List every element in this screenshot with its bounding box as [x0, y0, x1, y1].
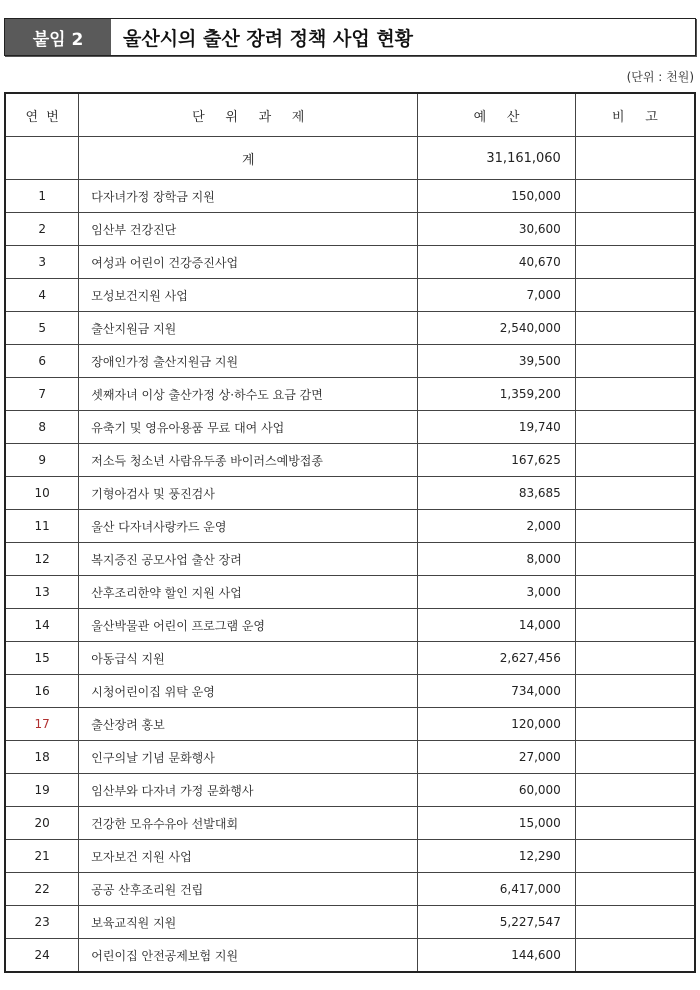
row-task: 출산지원금 지원 — [79, 312, 418, 345]
row-note — [575, 279, 695, 312]
row-budget: 19,740 — [418, 411, 576, 444]
table-row — [5, 609, 695, 642]
budget-table — [4, 92, 696, 973]
table-row — [5, 312, 695, 345]
table-row — [5, 246, 695, 279]
row-task: 출산장려 홍보 — [79, 708, 418, 741]
row-task: 공공 산후조리원 건립 — [79, 873, 418, 906]
table-row — [5, 444, 695, 477]
row-task: 임산부 건강진단 — [79, 213, 418, 246]
row-number: 19 — [5, 774, 79, 807]
table-row — [5, 840, 695, 873]
table-row — [5, 774, 695, 807]
table-row — [5, 906, 695, 939]
row-number: 8 — [5, 411, 79, 444]
row-budget: 40,670 — [418, 246, 576, 279]
row-budget: 2,000 — [418, 510, 576, 543]
row-note — [575, 576, 695, 609]
row-task: 기형아검사 및 풍진검사 — [79, 477, 418, 510]
row-budget: 5,227,547 — [418, 906, 576, 939]
row-budget: 2,627,456 — [418, 642, 576, 675]
row-number: 2 — [5, 213, 79, 246]
row-number: 16 — [5, 675, 79, 708]
row-number: 6 — [5, 345, 79, 378]
row-budget: 83,685 — [418, 477, 576, 510]
row-budget: 12,290 — [418, 840, 576, 873]
row-task: 복지증진 공모사업 출산 장려 — [79, 543, 418, 576]
row-budget: 8,000 — [418, 543, 576, 576]
row-task: 어린이집 안전공제보험 지원 — [79, 939, 418, 973]
table-header-row — [5, 93, 695, 137]
row-number: 4 — [5, 279, 79, 312]
row-budget: 6,417,000 — [418, 873, 576, 906]
table-row — [5, 213, 695, 246]
row-number: 7 — [5, 378, 79, 411]
row-budget: 14,000 — [418, 609, 576, 642]
row-note — [575, 477, 695, 510]
table-row — [5, 741, 695, 774]
row-number: 14 — [5, 609, 79, 642]
row-budget: 27,000 — [418, 741, 576, 774]
row-note — [575, 840, 695, 873]
row-note — [575, 939, 695, 973]
row-task: 인구의날 기념 문화행사 — [79, 741, 418, 774]
row-note — [575, 510, 695, 543]
row-note — [575, 345, 695, 378]
row-note — [575, 312, 695, 345]
table-row — [5, 345, 695, 378]
row-budget: 30,600 — [418, 213, 576, 246]
row-note — [575, 180, 695, 213]
row-task: 임산부와 다자녀 가정 문화행사 — [79, 774, 418, 807]
row-number: 15 — [5, 642, 79, 675]
row-note — [575, 741, 695, 774]
row-task: 시청어린이집 위탁 운영 — [79, 675, 418, 708]
row-task: 모성보건지원 사업 — [79, 279, 418, 312]
row-task: 장애인가정 출산지원금 지원 — [79, 345, 418, 378]
table-row — [5, 510, 695, 543]
row-note — [575, 906, 695, 939]
row-note — [575, 213, 695, 246]
total-note — [575, 137, 695, 180]
row-number: 5 — [5, 312, 79, 345]
row-number: 20 — [5, 807, 79, 840]
table-row — [5, 477, 695, 510]
unit-label: (단위 : 천원) — [626, 70, 694, 84]
row-budget: 144,600 — [418, 939, 576, 973]
row-note — [575, 642, 695, 675]
table-row — [5, 642, 695, 675]
row-note — [575, 807, 695, 840]
table-row — [5, 807, 695, 840]
row-task: 유축기 및 영유아용품 무료 대여 사업 — [79, 411, 418, 444]
row-number: 18 — [5, 741, 79, 774]
header-number: 연 번 — [5, 93, 79, 137]
row-note — [575, 378, 695, 411]
table-row — [5, 180, 695, 213]
row-note — [575, 873, 695, 906]
row-task: 저소득 청소년 사람유두종 바이러스예방접종 — [79, 444, 418, 477]
row-budget: 120,000 — [418, 708, 576, 741]
table-row — [5, 873, 695, 906]
row-task: 산후조리한약 할인 지원 사업 — [79, 576, 418, 609]
row-task: 아동급식 지원 — [79, 642, 418, 675]
row-note — [575, 774, 695, 807]
row-budget: 7,000 — [418, 279, 576, 312]
row-budget: 2,540,000 — [418, 312, 576, 345]
document-title: 울산시의 출산 장려 정책 사업 현황 — [123, 27, 414, 50]
table-row — [5, 411, 695, 444]
document-title-box — [4, 18, 696, 56]
row-budget: 15,000 — [418, 807, 576, 840]
total-budget: 31,161,060 — [418, 137, 576, 180]
row-task: 여성과 어린이 건강증진사업 — [79, 246, 418, 279]
row-number: 23 — [5, 906, 79, 939]
row-number: 13 — [5, 576, 79, 609]
row-budget: 60,000 — [418, 774, 576, 807]
row-task: 건강한 모유수유아 선발대회 — [79, 807, 418, 840]
row-note — [575, 543, 695, 576]
row-note — [575, 609, 695, 642]
row-number: 3 — [5, 246, 79, 279]
row-budget: 39,500 — [418, 345, 576, 378]
row-number: 1 — [5, 180, 79, 213]
row-task: 울산 다자녀사랑카드 운영 — [79, 510, 418, 543]
row-note — [575, 444, 695, 477]
row-number: 12 — [5, 543, 79, 576]
table-row — [5, 378, 695, 411]
row-budget: 150,000 — [418, 180, 576, 213]
row-number: 9 — [5, 444, 79, 477]
table-row — [5, 675, 695, 708]
row-note — [575, 246, 695, 279]
table-row — [5, 543, 695, 576]
table-row — [5, 939, 695, 973]
total-label: 계 — [79, 137, 418, 180]
row-number: 24 — [5, 939, 79, 973]
row-task: 모자보건 지원 사업 — [79, 840, 418, 873]
row-number: 10 — [5, 477, 79, 510]
table-row — [5, 708, 695, 741]
row-task: 셋째자녀 이상 출산가정 상·하수도 요금 감면 — [79, 378, 418, 411]
row-task: 다자녀가정 장학금 지원 — [79, 180, 418, 213]
row-number: 21 — [5, 840, 79, 873]
header-budget: 예 산 — [418, 93, 576, 137]
row-budget: 734,000 — [418, 675, 576, 708]
row-number: 11 — [5, 510, 79, 543]
row-task: 보육교직원 지원 — [79, 906, 418, 939]
attachment-tag: 붙임 2 — [5, 19, 111, 55]
table-row — [5, 279, 695, 312]
total-row — [5, 137, 695, 180]
table-row — [5, 576, 695, 609]
row-task: 울산박물관 어린이 프로그램 운영 — [79, 609, 418, 642]
row-number: 22 — [5, 873, 79, 906]
row-number: 17 — [5, 708, 79, 741]
row-budget: 1,359,200 — [418, 378, 576, 411]
row-budget: 167,625 — [418, 444, 576, 477]
row-note — [575, 675, 695, 708]
row-note — [575, 411, 695, 444]
header-task: 단 위 과 제 — [79, 93, 418, 137]
row-note — [575, 708, 695, 741]
row-budget: 3,000 — [418, 576, 576, 609]
header-note: 비 고 — [575, 93, 695, 137]
total-number — [5, 137, 79, 180]
